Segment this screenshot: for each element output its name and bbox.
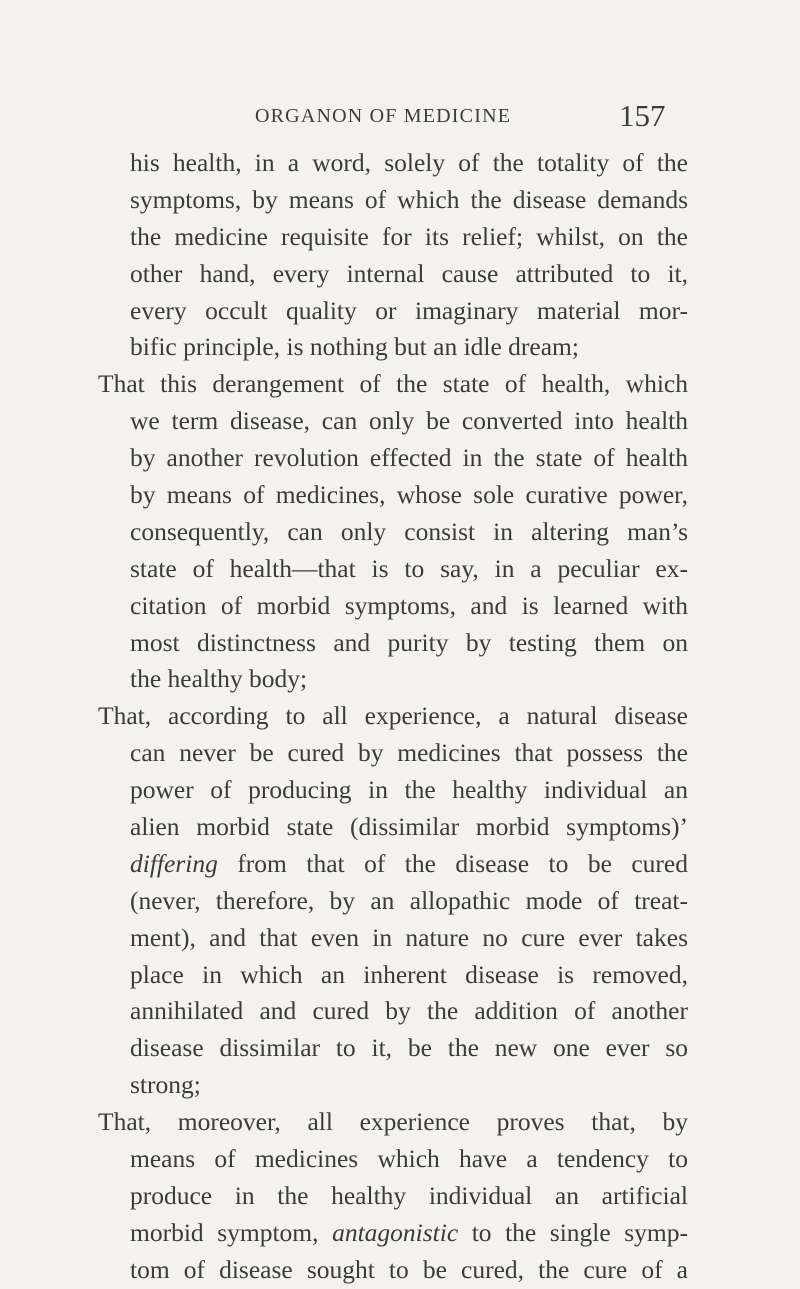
text-line: the medicine requisite for its relief; whilst, on the [130, 221, 688, 251]
italic-term-differing: differing [130, 848, 218, 878]
text-line: That, moreover, all experience proves that, by [98, 1107, 688, 1137]
text-line: ment), and that even in nature no cure ever takes [130, 922, 688, 952]
text-line: place in which an inherent disease is removed, [130, 959, 688, 989]
text-fragment: morbid symptom, [130, 1217, 333, 1247]
text-line: bific principle, is nothing but an idle dream; [130, 332, 579, 362]
text-line: we term disease, can only be converted into health [130, 406, 688, 436]
italic-term-antagonistic: antagonistic [332, 1217, 459, 1247]
text-line-mixed [98, 846, 688, 883]
text-line: strong; [130, 1070, 201, 1100]
text-fragment: from that of the disease to be cured [217, 848, 688, 878]
text-line: citation of morbid symptoms, and is learned with [130, 590, 688, 620]
text-line: That, according to all experience, a natural disease [98, 701, 688, 731]
text-line: every occult quality or imaginary material mor- [130, 295, 688, 325]
text-line: That this derangement of the state of health, which [98, 369, 688, 399]
text-line: disease dissimilar to it, be the new one ever so [130, 1033, 688, 1063]
text-line: (never, therefore, by an allopathic mode of treat- [130, 885, 688, 915]
text-line: annihilated and cured by the addition of another [130, 996, 688, 1026]
text-line: power of producing in the healthy individual an [130, 775, 688, 805]
text-line: the healthy body; [130, 664, 308, 694]
running-title: ORGANON OF MEDICINE [255, 105, 512, 127]
text-line-mixed [98, 1215, 688, 1252]
body-text [98, 145, 688, 1289]
text-line: tom of disease sought to be cured, the cure of a [130, 1254, 688, 1284]
text-line: state of health—that is to say, in a peculiar ex- [130, 553, 688, 583]
text-line: most distinctness and purity by testing them on [130, 627, 688, 657]
text-line: produce in the healthy individual an artificial [130, 1180, 688, 1210]
text-line: consequently, can only consist in altering man’s [130, 516, 688, 546]
text-line: symptoms, by means of which the disease demands [130, 184, 688, 214]
text-fragment: to the single symp- [458, 1217, 688, 1247]
text-line: his health, in a word, solely of the totality of the [130, 148, 688, 177]
text-line: other hand, every internal cause attributed to it, [130, 258, 688, 288]
running-head [0, 96, 800, 136]
text-line: alien morbid state (dissimilar morbid symptoms)’ [130, 812, 688, 842]
text-line: means of medicines which have a tendency to [130, 1144, 688, 1174]
text-line: by another revolution effected in the state of health [130, 443, 688, 473]
page-number: 157 [619, 98, 666, 133]
text-line: by means of medicines, whose sole curative power, [130, 480, 688, 510]
text-line: can never be cured by medicines that possess the [130, 738, 688, 768]
